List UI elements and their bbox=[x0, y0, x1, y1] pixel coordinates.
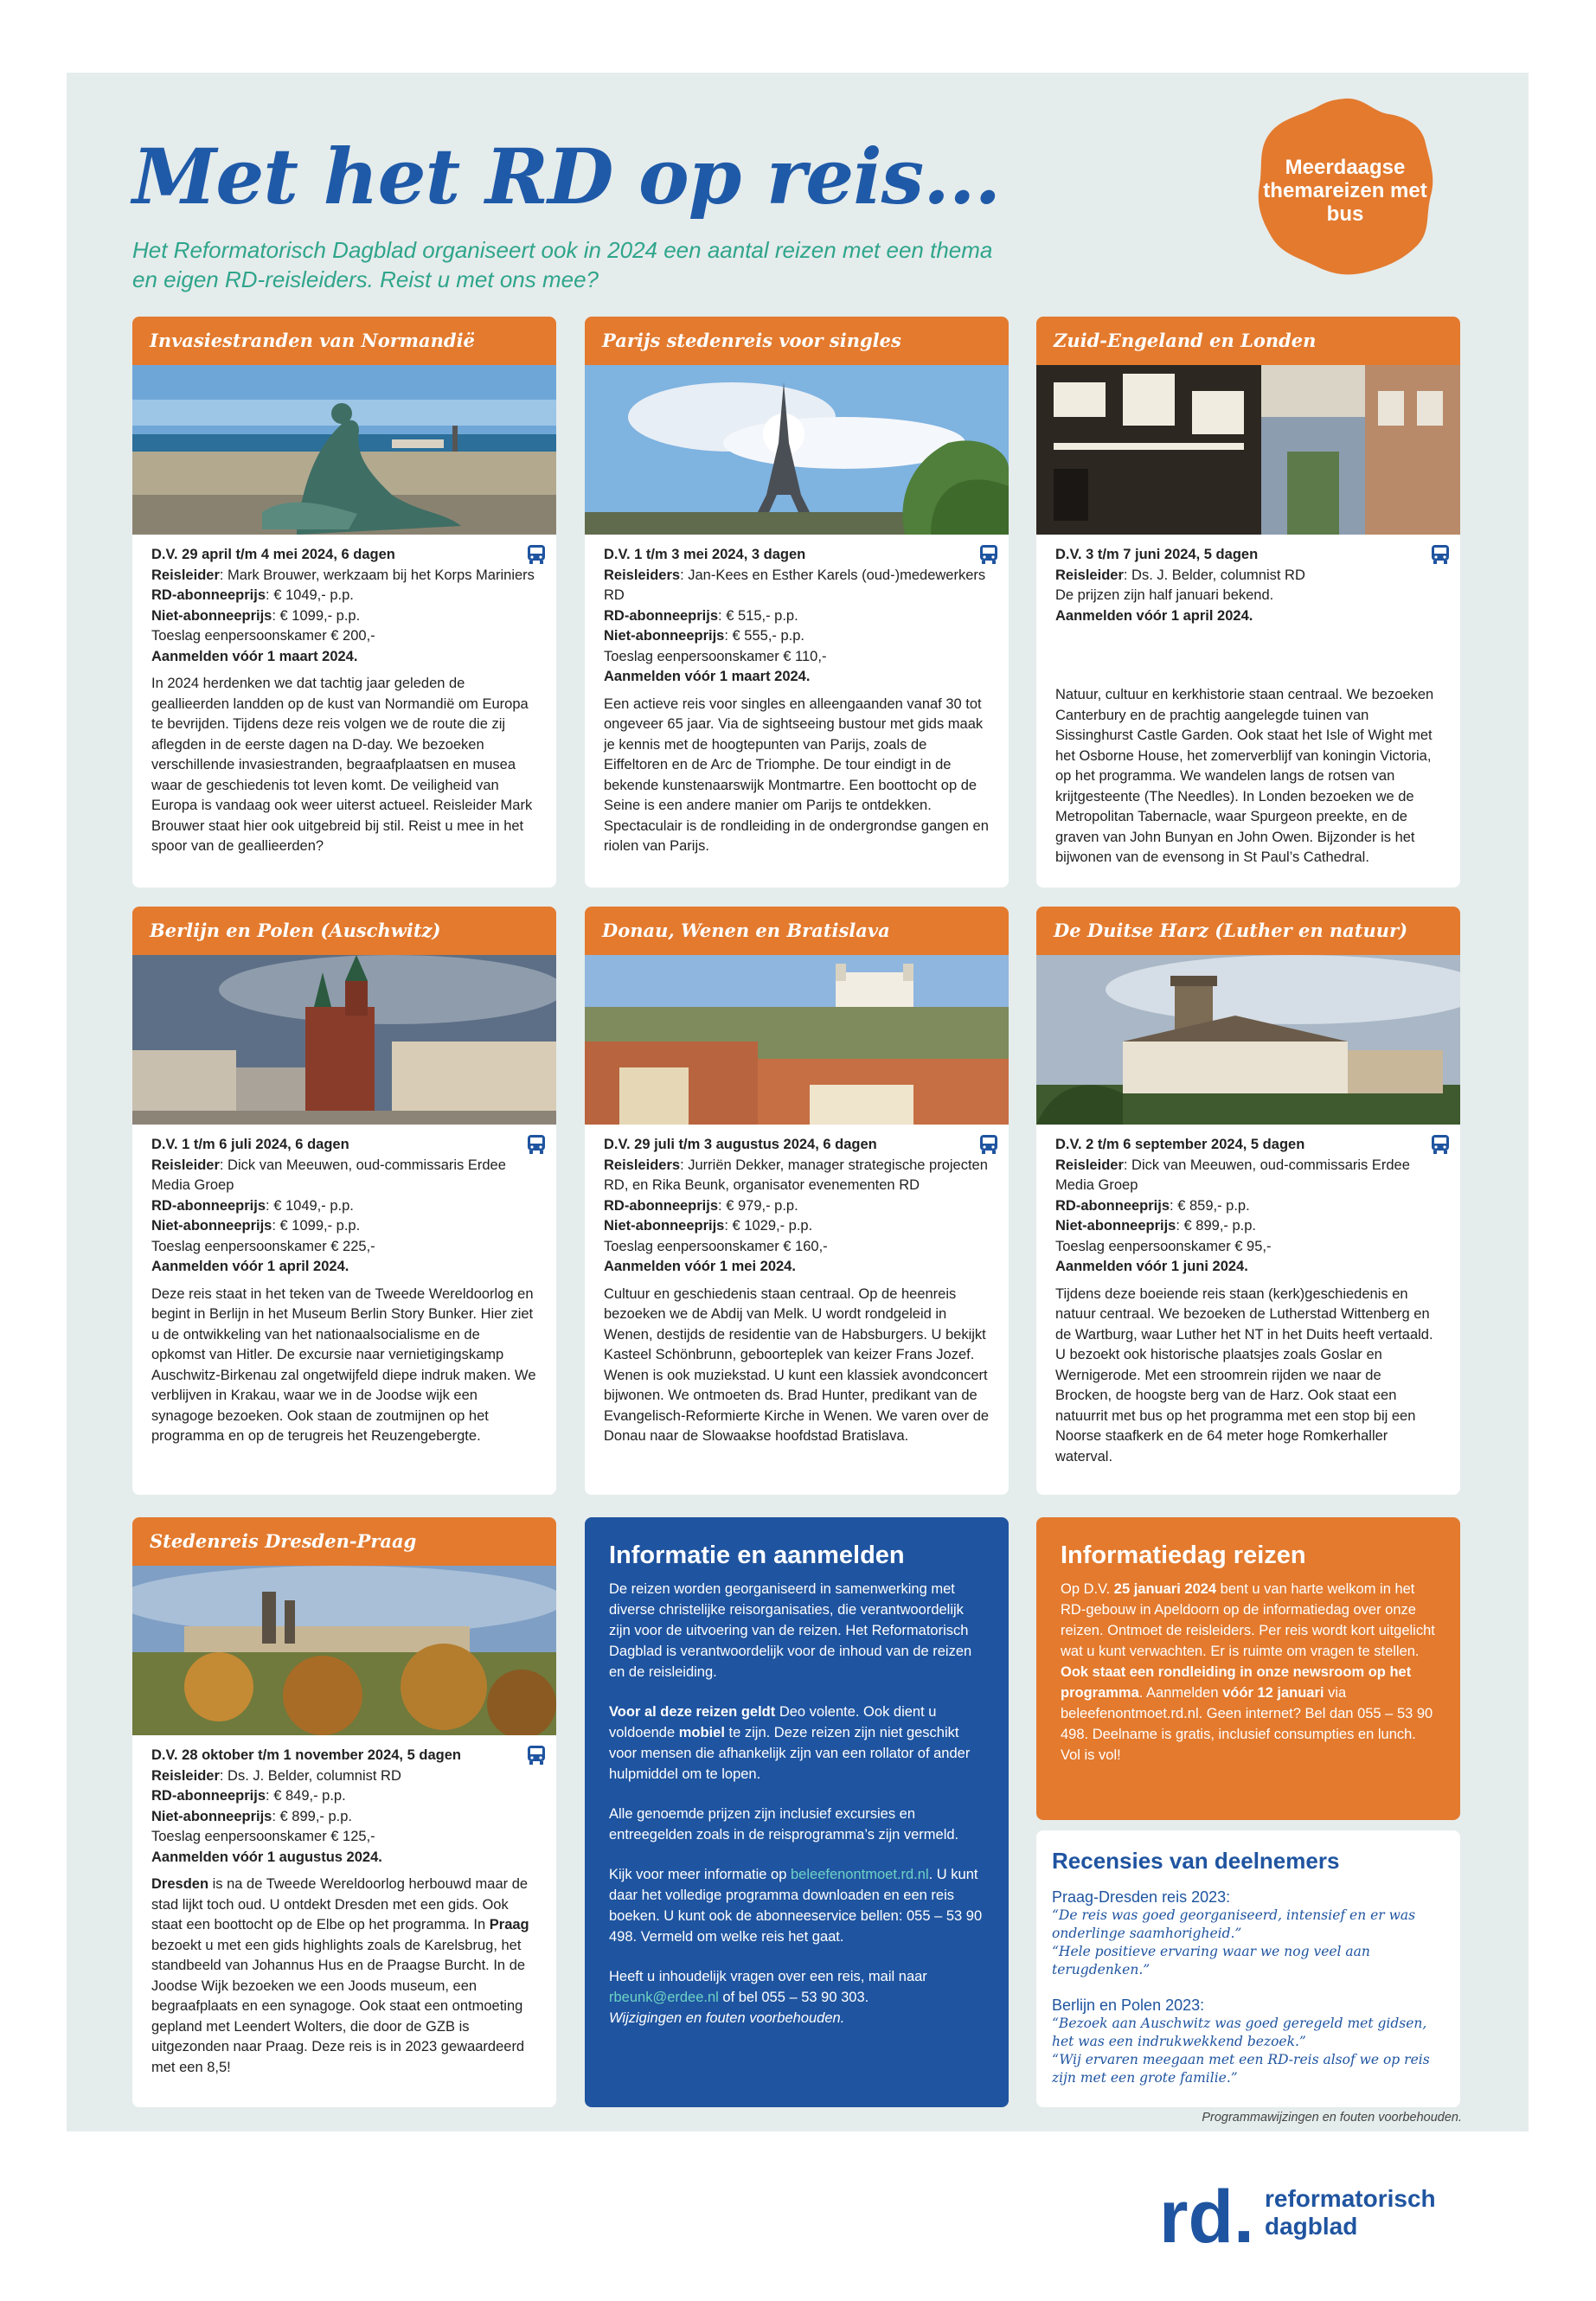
trip-photo-parijs bbox=[585, 365, 1009, 535]
info-p2 bbox=[609, 1702, 984, 1785]
infoday-newsroom: Ook staat een rondleiding in onze newsroom op het programma bbox=[1061, 1664, 1412, 1701]
leader-label: Reisleiders bbox=[604, 1157, 681, 1173]
info-p5-b: of bel 055 – 53 90 303. bbox=[718, 1990, 869, 2005]
info-p3: Alle genoemde prijzen zijn inclusief excursies en entreegelden zoals in de reisprogramma’s zijn vermeld. bbox=[609, 1806, 959, 1843]
review-group-berlijn: Berlijn en Polen 2023: bbox=[1052, 1997, 1205, 2014]
signup-deadline: Aanmelden vóór 1 juni 2024. bbox=[1055, 1259, 1248, 1274]
bus-icon bbox=[1429, 543, 1452, 566]
single-room-surcharge: Toeslag eenpersoonskamer € 200,- bbox=[151, 628, 375, 644]
infoday-c: . Aanmelden bbox=[1138, 1685, 1223, 1701]
bus-icon bbox=[1429, 1133, 1452, 1156]
price-non: : € 899,- p.p. bbox=[1176, 1218, 1257, 1234]
reviews-box bbox=[1036, 1830, 1460, 2107]
review-quote: “Wij ervaren meegaan met een RD-reis alsof we op reis zijn met een grote familie.” bbox=[1052, 2052, 1430, 2086]
single-room-surcharge: Toeslag eenpersoonskamer € 110,- bbox=[604, 648, 827, 664]
price-non-label: Niet-abonneeprijs bbox=[1055, 1218, 1176, 1234]
price-non-label: Niet-abonneeprijs bbox=[604, 628, 725, 644]
desc-part: bezoekt u met een gids highlights zoals de Karelsbrug, het standbeeld van Johannus Hus en de Praagse Burcht. In de Joodse Wijk bezoeken we een Joods museum, een begraafplaats en een synagoge. Ook staat een ontmoeting gepland met Leendert Wolters, die door de GZB is uitgezonden naar Praag. Deze reis is in 2023 gewaardeerd met een 8,5! bbox=[151, 1937, 526, 2075]
leader-label: Reisleider bbox=[151, 567, 220, 583]
trip-description: Natuur, cultuur en kerkhistorie staan centraal. We bezoeken Canterbury en de prachtig aangelegde tuinen van Sissinghurst Castle Garden. Ook staat het Isle of Wight met het Osborne House, het zomerverblijf van koningin Victoria, op het programma. We wandelen langs de rotsen van krijtgesteente (The Needles). In Londen bezoeken we de Metropolitan Tabernacle, waar Spurgeon preekte, en de graven van John Bunyan en John Owen. Bijzonder is het bijwonen van de evensong in St Paul’s Cathedral. bbox=[1055, 687, 1434, 865]
info-p4-b: . U kunt daar het volledige programma downloaden en een reis boeken. U kunt ook de abonneeservice bellen: 055 – 53 90 498. Vermeld om welke reis het gaat. bbox=[609, 1867, 983, 1945]
trip-photo-engeland bbox=[1036, 365, 1460, 535]
page-title: Met het RD op reis... bbox=[132, 131, 1001, 221]
prices-note: De prijzen zijn half januari bekend. bbox=[1055, 587, 1274, 603]
trip-leader: : Ds. J. Belder, columnist RD bbox=[1123, 567, 1305, 583]
trip-leader: : Dick van Meeuwen, oud-commissaris Erdee Media Groep bbox=[151, 1157, 506, 1193]
trip-description: Een actieve reis voor singles en alleengaanden vanaf 30 tot ongeveer 65 jaar. Via de sightseeing bustour met gids maak je kennis met de hoogtepunten van Parijs, zoals de Eiffeltoren en de Arc de Triomphe. De tour eindigt in de bekende kunstenaarswijk Montmartre. Een boottocht op de Seine is een andere manier om Parijs te ontdekken. Spectaculair is de rondleiding in de ondergrondse gangen en riolen van Parijs. bbox=[604, 695, 989, 854]
price-rd-label: RD-abonneeprijs bbox=[151, 587, 266, 603]
info-day-box bbox=[1036, 1517, 1460, 1820]
price-rd-label: RD-abonneeprijs bbox=[604, 607, 719, 624]
infoday-title: Informatiedag reizen bbox=[1061, 1541, 1306, 1569]
trip-title: De Duitse Harz (Luther en natuur) bbox=[1036, 907, 1460, 955]
trip-photo-krakau bbox=[132, 955, 556, 1125]
review-quote: “Bezoek aan Auschwitz was goed geregeld met gidsen, het was een indrukwekkend bezoek.” bbox=[1052, 2016, 1427, 2049]
trip-photo-wartburg bbox=[1036, 955, 1460, 1125]
infoday-b: bent u van harte welkom in het RD-gebouw in Apeldoorn op de informatiedag over onze reizen. Ontmoet de reisleiders. Per reis wordt kort uitgelicht wat u kunt verwachten. Er is ruimte om vragen te stellen. bbox=[1061, 1581, 1435, 1659]
price-rd: : € 859,- p.p. bbox=[1170, 1197, 1250, 1214]
badge-text: Meerdaagse themareizen met bus bbox=[1263, 156, 1427, 226]
review-group-praag: Praag-Dresden reis 2023: bbox=[1052, 1888, 1231, 1906]
trip-description: In 2024 herdenken we dat tachtig jaar geleden de geallieerden landden op de kust van Normandië om Europa te bevrijden. Tijdens deze reis volgen we de route die zij aflegden in de eerste dagen na D-day. We bezoeken verschillende invasiestranden, begraafplaatsen en musea waar de geschiedenis tot leven komt. De veiligheid van Europa is vandaag ook weer uiterst actueel. Reisleider Mark Brouwer staat hier ook uitgebreid bij stil. Reist u mee in het spoor van de geallieerden? bbox=[151, 676, 533, 854]
price-non-label: Niet-abonneeprijs bbox=[151, 1808, 272, 1824]
price-rd-label: RD-abonneeprijs bbox=[1055, 1197, 1170, 1214]
trip-date: D.V. 29 april t/m 4 mei 2024, 6 dagen bbox=[151, 547, 395, 562]
bus-icon bbox=[977, 1133, 1000, 1156]
trip-details bbox=[132, 1735, 556, 2090]
trip-title: Donau, Wenen en Bratislava bbox=[585, 907, 1009, 955]
leader-label: Reisleider bbox=[1055, 567, 1124, 583]
trip-photo-bratislava bbox=[585, 955, 1009, 1125]
trip-details bbox=[132, 1125, 556, 1459]
trip-description: Deze reis staat in het teken van de Tweede Wereldoorlog en begint in Berlijn in het Museum Berlin Story Bunker. Hier ziet u de ontwikkeling van het nationaalsocialisme en de opkomst van Hitler. De excursie naar vernietigingskamp Auschwitz-Birkenau zal ongetwijfeld diepe indruk maken. We verblijven in Krakau, waar we in de Joodse wijk een synagoge bezoeken. Ook staan de zoutmijnen op het programma en op de terugreis het Reuzengebergte. bbox=[151, 1285, 536, 1444]
desc-bold-praag: Praag bbox=[489, 1917, 529, 1932]
info-signup-box bbox=[585, 1517, 1009, 2107]
bus-icon bbox=[525, 1744, 548, 1766]
info-p2-a: Deo volente. Ook dient u voldoende bbox=[609, 1704, 937, 1740]
signup-deadline: Aanmelden vóór 1 maart 2024. bbox=[604, 669, 811, 684]
price-non: : € 1099,- p.p. bbox=[272, 1218, 361, 1234]
single-room-surcharge: Toeslag eenpersoonskamer € 160,- bbox=[604, 1238, 828, 1254]
info-text bbox=[585, 1579, 1009, 2029]
price-non: : € 1029,- p.p. bbox=[724, 1218, 813, 1234]
trip-photo-praag bbox=[132, 1566, 556, 1735]
trip-details bbox=[585, 535, 1009, 869]
trip-title: Zuid-Engeland en Londen bbox=[1036, 317, 1460, 365]
bus-icon bbox=[525, 1133, 548, 1156]
price-non: : € 555,- p.p. bbox=[724, 628, 805, 644]
desc-bold-dresden: Dresden bbox=[151, 1876, 209, 1892]
trip-card-berlijn-polen[interactable] bbox=[132, 907, 556, 1495]
trip-title: Berlijn en Polen (Auschwitz) bbox=[132, 907, 556, 955]
infoday-deadline: vóór 12 januari bbox=[1222, 1685, 1324, 1701]
trip-card-engeland[interactable] bbox=[1036, 317, 1460, 888]
price-rd: : € 979,- p.p. bbox=[718, 1197, 798, 1214]
info-p2-bold2: mobiel bbox=[678, 1725, 725, 1740]
leader-label: Reisleider bbox=[151, 1767, 220, 1784]
trip-date: D.V. 28 oktober t/m 1 november 2024, 5 dagen bbox=[151, 1747, 461, 1763]
info-p4 bbox=[609, 1864, 984, 1947]
logo-line2: dagblad bbox=[1265, 2213, 1358, 2240]
signup-deadline: Aanmelden vóór 1 maart 2024. bbox=[151, 648, 358, 664]
review-quote: “De reis was goed georganiseerd, intensief en er was onderlinge saamhorigheid.” bbox=[1052, 1907, 1416, 1941]
leader-label: Reisleider bbox=[1055, 1157, 1124, 1173]
info-title: Informatie en aanmelden bbox=[609, 1541, 905, 1569]
trip-date: D.V. 2 t/m 6 september 2024, 5 dagen bbox=[1055, 1137, 1305, 1152]
price-rd-label: RD-abonneeprijs bbox=[604, 1197, 719, 1214]
price-non: : € 1099,- p.p. bbox=[272, 607, 361, 624]
website-link[interactable]: beleefenontmoet.rd.nl bbox=[791, 1867, 929, 1882]
bus-icon bbox=[977, 543, 1000, 566]
trip-details bbox=[1036, 1125, 1460, 1479]
infoday-date: 25 januari 2024 bbox=[1113, 1581, 1217, 1597]
trip-title: Parijs stedenreis voor singles bbox=[585, 317, 1009, 365]
trip-description bbox=[151, 1875, 537, 2078]
infoday-a: Op D.V. bbox=[1061, 1581, 1114, 1597]
price-rd: : € 1049,- p.p. bbox=[266, 587, 354, 603]
trip-details bbox=[1036, 535, 1460, 881]
infoday-d: via beleefenontmoet.rd.nl. Geen internet? Bel dan 055 – 53 90 498. Deelname is gratis, inclusief consumpties en lunch. Vol is vol! bbox=[1061, 1685, 1433, 1763]
signup-deadline: Aanmelden vóór 1 mei 2024. bbox=[604, 1259, 796, 1274]
signup-deadline: Aanmelden vóór 1 april 2024. bbox=[1055, 607, 1253, 624]
info-p5 bbox=[609, 1966, 984, 2029]
price-rd: : € 849,- p.p. bbox=[266, 1788, 346, 1804]
logo-mark: rd. bbox=[1159, 2180, 1254, 2258]
page-subtitle: Het Reformatorisch Dagblad organiseert ook in 2024 een aantal reizen met een thema en eigen RD-reisleiders. Reist u met ons mee? bbox=[132, 237, 993, 292]
trip-details bbox=[132, 535, 556, 869]
single-room-surcharge: Toeslag eenpersoonskamer € 125,- bbox=[151, 1829, 375, 1844]
trip-title: Invasiestranden van Normandië bbox=[132, 317, 556, 365]
price-non-label: Niet-abonneeprijs bbox=[604, 1218, 725, 1234]
info-p5-a: Heeft u inhoudelijk vragen over een reis, mail naar bbox=[609, 1969, 927, 1984]
trip-date: D.V. 29 juli t/m 3 augustus 2024, 6 dagen bbox=[604, 1137, 877, 1152]
bus-icon bbox=[525, 543, 548, 566]
trip-card-donau[interactable] bbox=[585, 907, 1009, 1495]
logo-wordmark bbox=[1265, 2185, 1436, 2240]
trip-date: D.V. 3 t/m 7 juni 2024, 5 dagen bbox=[1055, 547, 1259, 562]
logo-line1: reformatorisch bbox=[1265, 2185, 1436, 2212]
trip-title: Stedenreis Dresden-Praag bbox=[132, 1517, 556, 1566]
info-p2-b: te zijn. Deze reizen zijn niet geschikt voor mensen die afhankelijk zijn van een rollator of ander hulpmiddel om te lopen. bbox=[609, 1725, 971, 1782]
disclaimer: Wijzigingen en fouten voorbehouden. bbox=[609, 2010, 845, 2026]
price-non: : € 899,- p.p. bbox=[272, 1808, 353, 1824]
info-p4-a: Kijk voor meer informatie op bbox=[609, 1867, 791, 1882]
trip-description: Cultuur en geschiedenis staan centraal. Op de heenreis bezoeken we de Abdij van Melk. U wordt rondgeleid in Wenen, destijds de residentie van de Habsburgers. U bekijkt Kasteel Schönbrunn, geboorteplek van keizer Frans Jozef. Wenen is ook muziekstad. U kunt een klassiek avondconcert bijwonen. We ontmoeten ds. Brad Hunter, predikant van de Evangelisch-Reformierte Kirche in Wenen. We varen over de Donau naar de Slowaakse hoofdstad Bratislava. bbox=[604, 1285, 990, 1444]
single-room-surcharge: Toeslag eenpersoonskamer € 225,- bbox=[151, 1238, 375, 1254]
infoday-text bbox=[1036, 1579, 1460, 1766]
info-p2-bold: Voor al deze reizen geldt bbox=[609, 1704, 776, 1720]
price-rd: : € 515,- p.p. bbox=[718, 607, 798, 624]
single-room-surcharge: Toeslag eenpersoonskamer € 95,- bbox=[1055, 1238, 1272, 1254]
trip-details bbox=[585, 1125, 1009, 1459]
trip-card-harz[interactable] bbox=[1036, 907, 1460, 1495]
trip-leader: : Dick van Meeuwen, oud-commissaris Erdee Media Groep bbox=[1055, 1157, 1410, 1193]
signup-deadline: Aanmelden vóór 1 april 2024. bbox=[151, 1259, 349, 1274]
reviews-title: Recensies van deelnemers bbox=[1052, 1848, 1340, 1874]
trip-date: D.V. 1 t/m 3 mei 2024, 3 dagen bbox=[604, 547, 806, 562]
email-link[interactable]: rbeunk@erdee.nl bbox=[609, 1990, 719, 2005]
trip-card-parijs[interactable] bbox=[585, 317, 1009, 888]
trip-card-normandie[interactable] bbox=[132, 317, 556, 888]
leader-label: Reisleiders bbox=[604, 567, 681, 583]
price-rd: : € 1049,- p.p. bbox=[266, 1197, 354, 1214]
trip-description: Tijdens deze boeiende reis staan (kerk)geschiedenis en natuur centraal. We bezoeken de Lutherstad Wittenberg en de Wartburg, waar Luther het NT in het Duits heeft vertaald. U bezoekt ook historische plaatsjes zoals Goslar en Wernigerode. Met een stroomrein rijden we naar de Brocken, de hoogste berg van de Harz. Ook staat een natuurrit met bus op het programma met een stop bij een Noorse staafkerk en de 64 meter hoge Romkerhaller waterval. bbox=[1055, 1285, 1433, 1465]
trip-leader: : Ds. J. Belder, columnist RD bbox=[219, 1767, 401, 1784]
price-non-label: Niet-abonneeprijs bbox=[151, 607, 272, 624]
price-rd-label: RD-abonneeprijs bbox=[151, 1788, 266, 1804]
signup-deadline: Aanmelden vóór 1 augustus 2024. bbox=[151, 1849, 382, 1865]
review-quote: “Hele positieve ervaring waar we nog veel aan terugdenken.” bbox=[1052, 1944, 1370, 1977]
trip-leader: : Jan-Kees en Esther Karels (oud-)medewerkers RD bbox=[604, 567, 986, 603]
trip-leader: : Jurriën Dekker, manager strategische projecten RD, en Rika Beunk, organisator evenementen RD bbox=[604, 1157, 988, 1193]
info-p1: De reizen worden georganiseerd in samenwerking met diverse christelijke reisorganisaties, die verantwoordelijk zijn voor de uitvoering van de reizen. Het Reformatorisch Dagblad is verantwoordelijk voor de inhoud van de reizen en de reisleiding. bbox=[609, 1581, 972, 1680]
trip-date: D.V. 1 t/m 6 juli 2024, 6 dagen bbox=[151, 1137, 349, 1152]
trip-photo-normandie bbox=[132, 365, 556, 535]
desc-part: is na de Tweede Wereldoorlog herbouwd maar de stad lijkt toch oud. U ontdekt Dresden met een gids. Ook staat een boottocht op de Elbe op het programma. In bbox=[151, 1876, 529, 1932]
price-non-label: Niet-abonneeprijs bbox=[151, 1218, 272, 1234]
trip-leader: : Mark Brouwer, werkzaam bij het Korps Mariniers bbox=[219, 567, 535, 583]
leader-label: Reisleider bbox=[151, 1157, 220, 1173]
price-rd-label: RD-abonneeprijs bbox=[151, 1197, 266, 1214]
trip-card-dresden-praag[interactable] bbox=[132, 1517, 556, 2107]
footer-note: Programmawijzingen en fouten voorbehouden. bbox=[1202, 2111, 1462, 2125]
